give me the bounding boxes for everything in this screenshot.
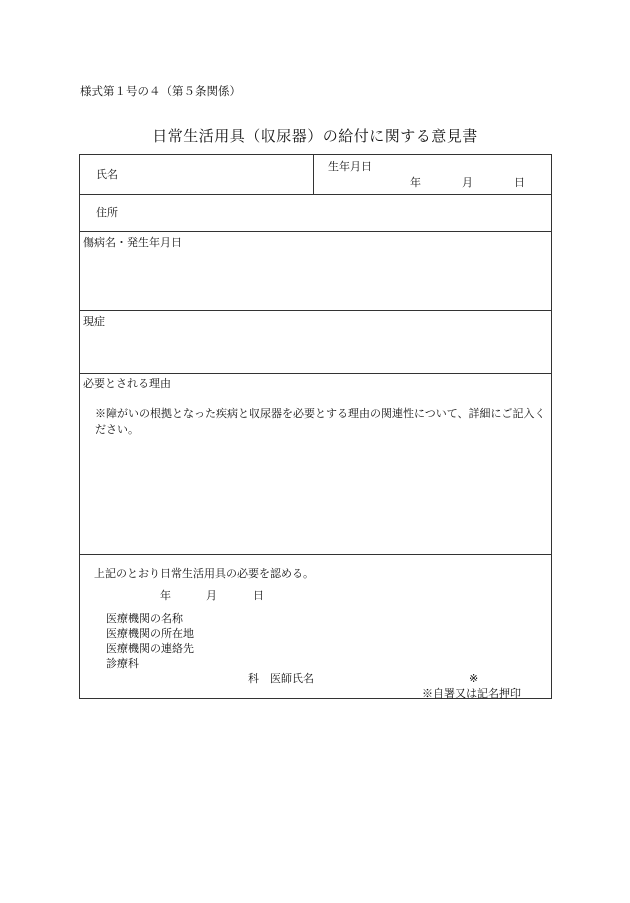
reason-note: ※障がいの根拠となった疾病と収尿器を必要とする理由の関連性について、詳細にご記入ください。 xyxy=(95,407,546,436)
confirmation-day-label: 日 xyxy=(253,589,264,602)
seal-mark: ※ xyxy=(469,672,479,685)
row-divider-injury xyxy=(80,310,551,311)
confirmation-statement: 上記のとおり日常生活用具の必要を認める。 xyxy=(94,567,314,580)
form-number: 様式第１号の４（第５条関係） xyxy=(80,84,241,98)
department-label: 診療科 xyxy=(106,657,139,670)
row-divider-address xyxy=(80,231,551,232)
institution-name-label: 医療機関の名称 xyxy=(106,612,183,625)
birthdate-month-label: 月 xyxy=(462,176,473,189)
row-divider-reason xyxy=(80,554,551,555)
name-label: 氏名 xyxy=(96,168,118,181)
confirmation-year-label: 年 xyxy=(160,589,171,602)
birthdate-day-label: 日 xyxy=(514,176,525,189)
row-divider-name xyxy=(80,194,551,195)
institution-contact-label: 医療機関の連絡先 xyxy=(106,642,194,655)
address-label: 住所 xyxy=(96,206,118,219)
signature-note: ※自署又は記名押印 xyxy=(422,687,521,700)
reason-label: 必要とされる理由 xyxy=(83,377,171,390)
institution-address-label: 医療機関の所在地 xyxy=(106,627,194,640)
birthdate-label: 生年月日 xyxy=(328,160,372,173)
physician-name-label: 科 医師氏名 xyxy=(248,672,314,685)
confirmation-month-label: 月 xyxy=(206,589,217,602)
injury-label: 傷病名・発生年月日 xyxy=(83,236,182,249)
row-divider-symptoms xyxy=(80,373,551,374)
page-title: 日常生活用具（収尿器）の給付に関する意見書 xyxy=(152,127,478,145)
opinion-form xyxy=(79,154,552,699)
birthdate-year-label: 年 xyxy=(410,176,421,189)
column-divider-birthdate xyxy=(313,155,314,194)
symptoms-label: 現症 xyxy=(83,315,105,328)
